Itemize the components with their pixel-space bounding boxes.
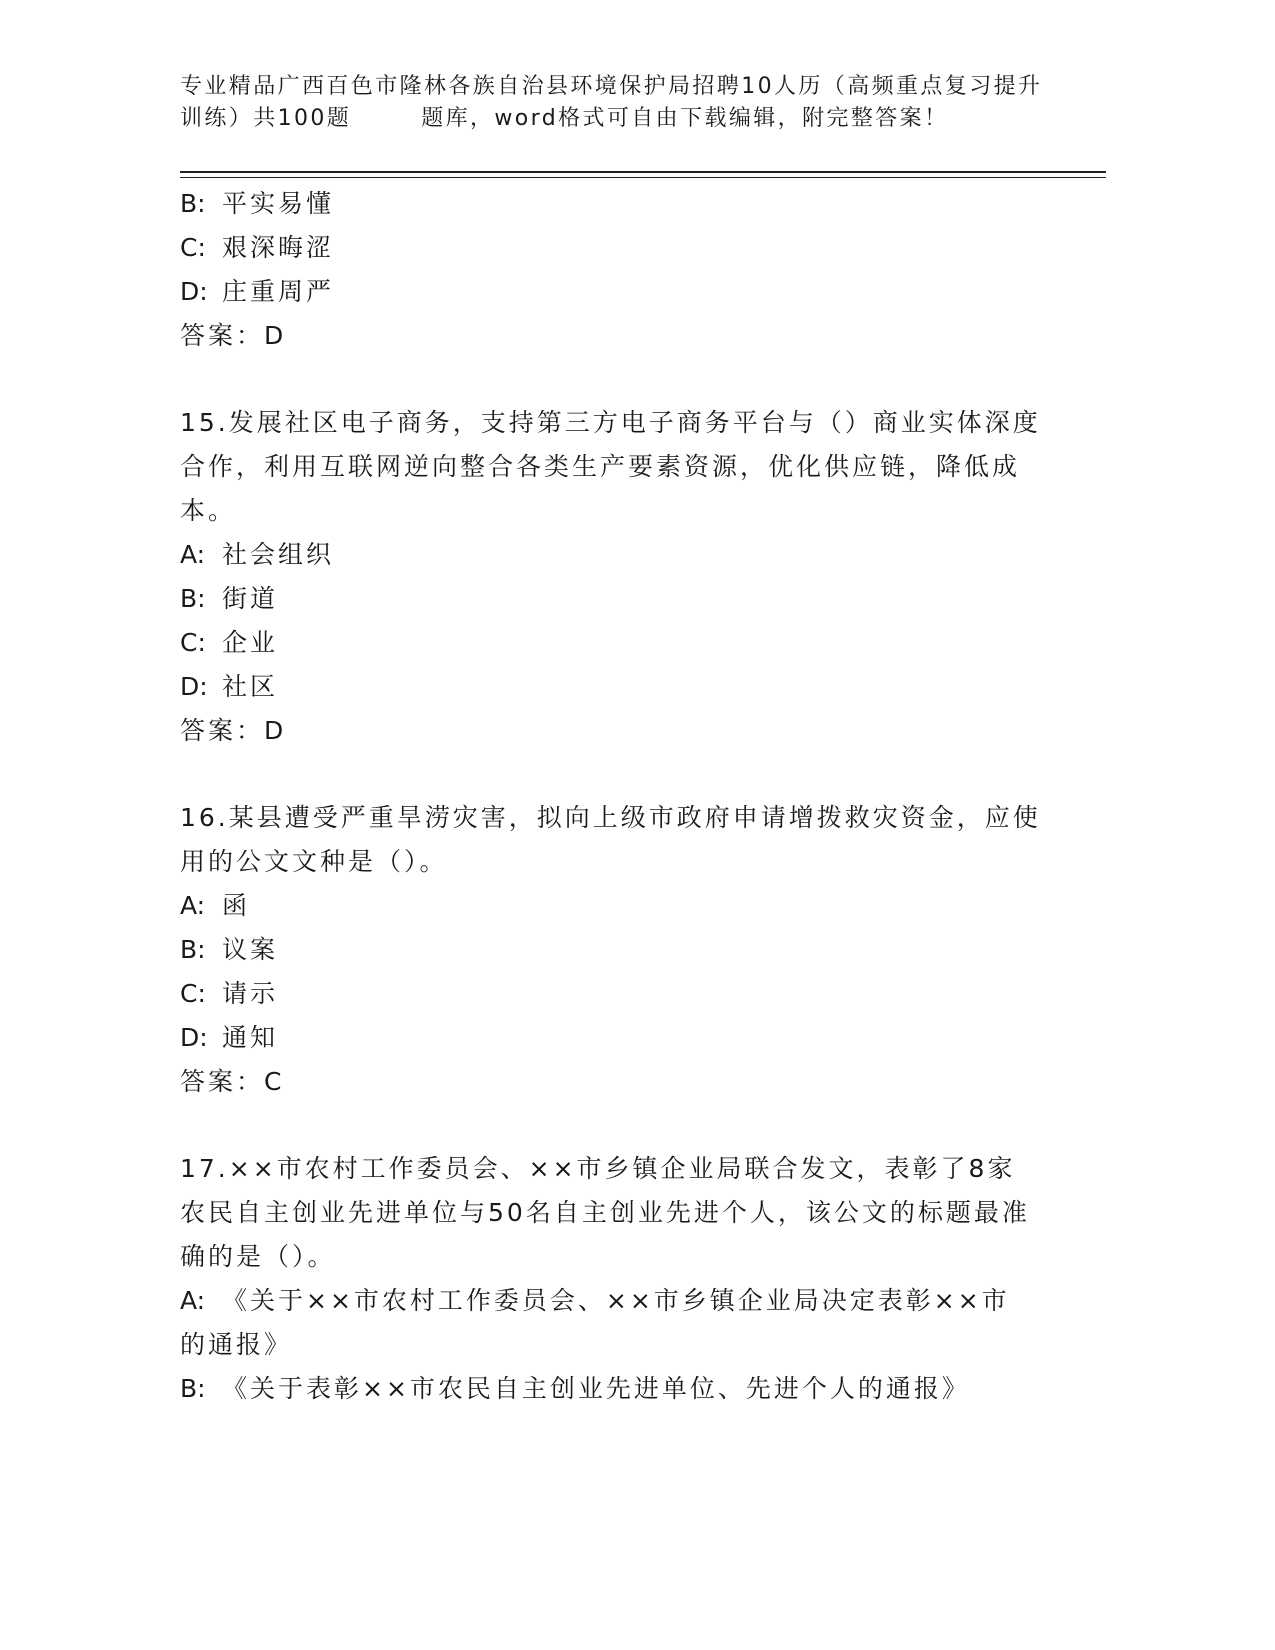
header-line-2: 训练）共100题 题库，word格式可自由下载编辑，附完整答案！ — [180, 106, 949, 131]
document-body — [180, 182, 1040, 1411]
document-header — [180, 71, 1080, 135]
option-b: B: 街道 — [180, 584, 279, 613]
question-text-line: 16.某县遭受严重旱涝灾害，拟向上级市政府申请增拨救灾资金，应使 — [180, 803, 1041, 832]
option-c: C: 企业 — [180, 628, 279, 657]
answer: 答案：D — [180, 321, 287, 350]
option-b: B: 议案 — [180, 935, 279, 964]
option-a: A: 函 — [180, 891, 251, 920]
header-rule-thin — [180, 177, 1106, 178]
question-17 — [180, 1147, 1040, 1411]
question-text-line: 确的是（）。 — [180, 1242, 336, 1271]
option-c: C: 请示 — [180, 979, 279, 1008]
option-c: C: 艰深晦涩 — [180, 233, 335, 262]
option-d: D: 社区 — [180, 672, 279, 701]
question-text-line: 用的公文文种是（）。 — [180, 847, 448, 876]
question-15 — [180, 401, 1040, 753]
option-a: A: 《关于××市农村工作委员会、××市乡镇企业局决定表彰××市 — [180, 1286, 1010, 1315]
question-text-line: 15.发展社区电子商务，支持第三方电子商务平台与（）商业实体深度 — [180, 408, 1041, 437]
question-text-line: 农民自主创业先进单位与50名自主创业先进个人，该公文的标题最准 — [180, 1198, 1030, 1227]
option-b: B: 《关于表彰××市农民自主创业先进单位、先进个人的通报》 — [180, 1374, 970, 1403]
question-prev — [180, 182, 1040, 358]
option-a: A: 社会组织 — [180, 540, 335, 569]
answer: 答案：C — [180, 1067, 285, 1096]
option-d: D: 通知 — [180, 1023, 279, 1052]
header-rule-thick — [180, 171, 1106, 173]
question-16 — [180, 796, 1040, 1104]
option-b: B: 平实易懂 — [180, 189, 335, 218]
question-text-line: 本。 — [180, 496, 237, 525]
option-a-continued: 的通报》 — [180, 1330, 293, 1359]
question-text-line: 17.××市农村工作委员会、××市乡镇企业局联合发文，表彰了8家 — [180, 1154, 1016, 1183]
question-text-line: 合作，利用互联网逆向整合各类生产要素资源，优化供应链，降低成 — [180, 452, 1021, 481]
answer: 答案：D — [180, 716, 287, 745]
option-d: D: 庄重周严 — [180, 277, 335, 306]
header-line-1: 专业精品广西百色市隆林各族自治县环境保护局招聘10人历（高频重点复习提升 — [180, 74, 1043, 99]
